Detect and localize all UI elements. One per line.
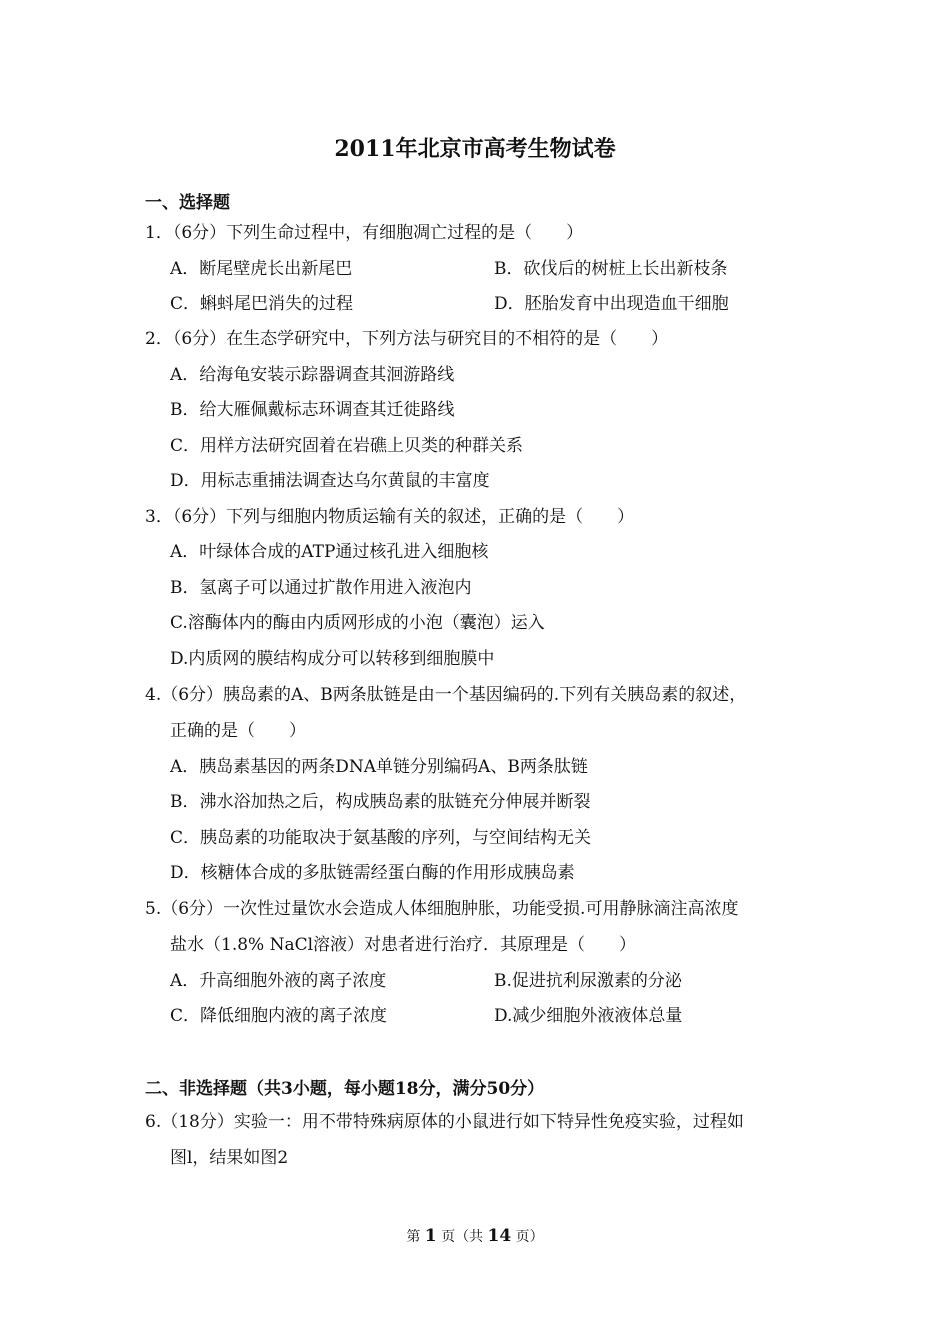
question-4-stem-line1: 4.（6分）胰岛素的A、B两条肽链是由一个基因编码的.下列有关胰岛素的叙述， xyxy=(145,685,747,705)
question-1-option-a: A．断尾壁虎长出新尾巴 xyxy=(170,259,353,279)
footer-suffix: 页） xyxy=(515,1229,544,1245)
section-heading-nonchoice: 二、非选择题（共3小题，每小题18分，满分50分） xyxy=(145,1079,545,1099)
question-3-option-c: C.溶酶体内的酶由内质网形成的小泡（囊泡）运入 xyxy=(170,613,545,633)
question-3-option-b: B．氢离子可以通过扩散作用进入液泡内 xyxy=(170,578,472,598)
page-title: 2011年北京市高考生物试卷 xyxy=(334,136,616,162)
question-1-stem: 1．（6分）下列生命过程中，有细胞凋亡过程的是（ ） xyxy=(145,223,584,243)
page-footer xyxy=(0,1226,950,1246)
footer-page-number: 1 xyxy=(424,1226,437,1246)
question-2-stem: 2．（6分）在生态学研究中，下列方法与研究目的不相符的是（ ） xyxy=(145,329,669,349)
question-5-option-d: D.减少细胞外液液体总量 xyxy=(494,1006,683,1026)
question-2-option-c: C．用样方法研究固着在岩礁上贝类的种群关系 xyxy=(170,436,524,456)
question-2-option-a: A．给海龟安装示踪器调查其洄游路线 xyxy=(170,365,455,385)
question-6-stem-line2: 图l，结果如图2 xyxy=(170,1148,289,1168)
question-2-option-d: D．用标志重捕法调查达乌尔黄鼠的丰富度 xyxy=(170,471,490,491)
question-4-stem-line2: 正确的是（ ） xyxy=(170,721,306,741)
question-3-option-d: D.内质网的膜结构成分可以转移到细胞膜中 xyxy=(170,649,495,669)
footer-total-pages: 14 xyxy=(487,1226,512,1246)
question-5-stem-line2: 盐水（1.8% NaCl溶液）对患者进行治疗．其原理是（ ） xyxy=(170,935,637,955)
question-4-option-a: A．胰岛素基因的两条DNA单链分别编码A、B两条肽链 xyxy=(170,757,588,777)
question-5-option-c: C．降低细胞内液的离子浓度 xyxy=(170,1006,388,1026)
question-5-stem-line1: 5.（6分）一次性过量饮水会造成人体细胞肿胀，功能受损.可用静脉滴注高浓度 xyxy=(145,899,739,919)
question-1-option-b: B．砍伐后的树桩上长出新枝条 xyxy=(494,259,728,279)
question-2-option-b: B．给大雁佩戴标志环调查其迁徙路线 xyxy=(170,400,455,420)
question-6-stem-line1: 6.（18分）实验一：用不带特殊病原体的小鼠进行如下特异性免疫实验，过程如 xyxy=(145,1112,744,1132)
question-5-option-a: A．升高细胞外液的离子浓度 xyxy=(170,971,387,991)
question-4-option-d: D．核糖体合成的多肽链需经蛋白酶的作用形成胰岛素 xyxy=(170,863,575,883)
section-heading-choice: 一、选择题 xyxy=(145,193,230,213)
footer-middle: 页（共 xyxy=(441,1229,484,1245)
footer-prefix: 第 xyxy=(406,1229,421,1245)
question-5-option-b: B.促进抗利尿激素的分泌 xyxy=(494,971,682,991)
question-3-stem: 3．（6分）下列与细胞内物质运输有关的叙述，正确的是（ ） xyxy=(145,507,635,527)
question-4-option-b: B．沸水浴加热之后，构成胰岛素的肽链充分伸展并断裂 xyxy=(170,792,591,812)
question-1-option-c: C．蝌蚪尾巴消失的过程 xyxy=(170,294,354,314)
question-1-option-d: D．胚胎发育中出现造血干细胞 xyxy=(494,294,729,314)
question-3-option-a: A．叶绿体合成的ATP通过核孔进入细胞核 xyxy=(170,542,489,562)
question-4-option-c: C．胰岛素的功能取决于氨基酸的序列，与空间结构无关 xyxy=(170,828,592,848)
